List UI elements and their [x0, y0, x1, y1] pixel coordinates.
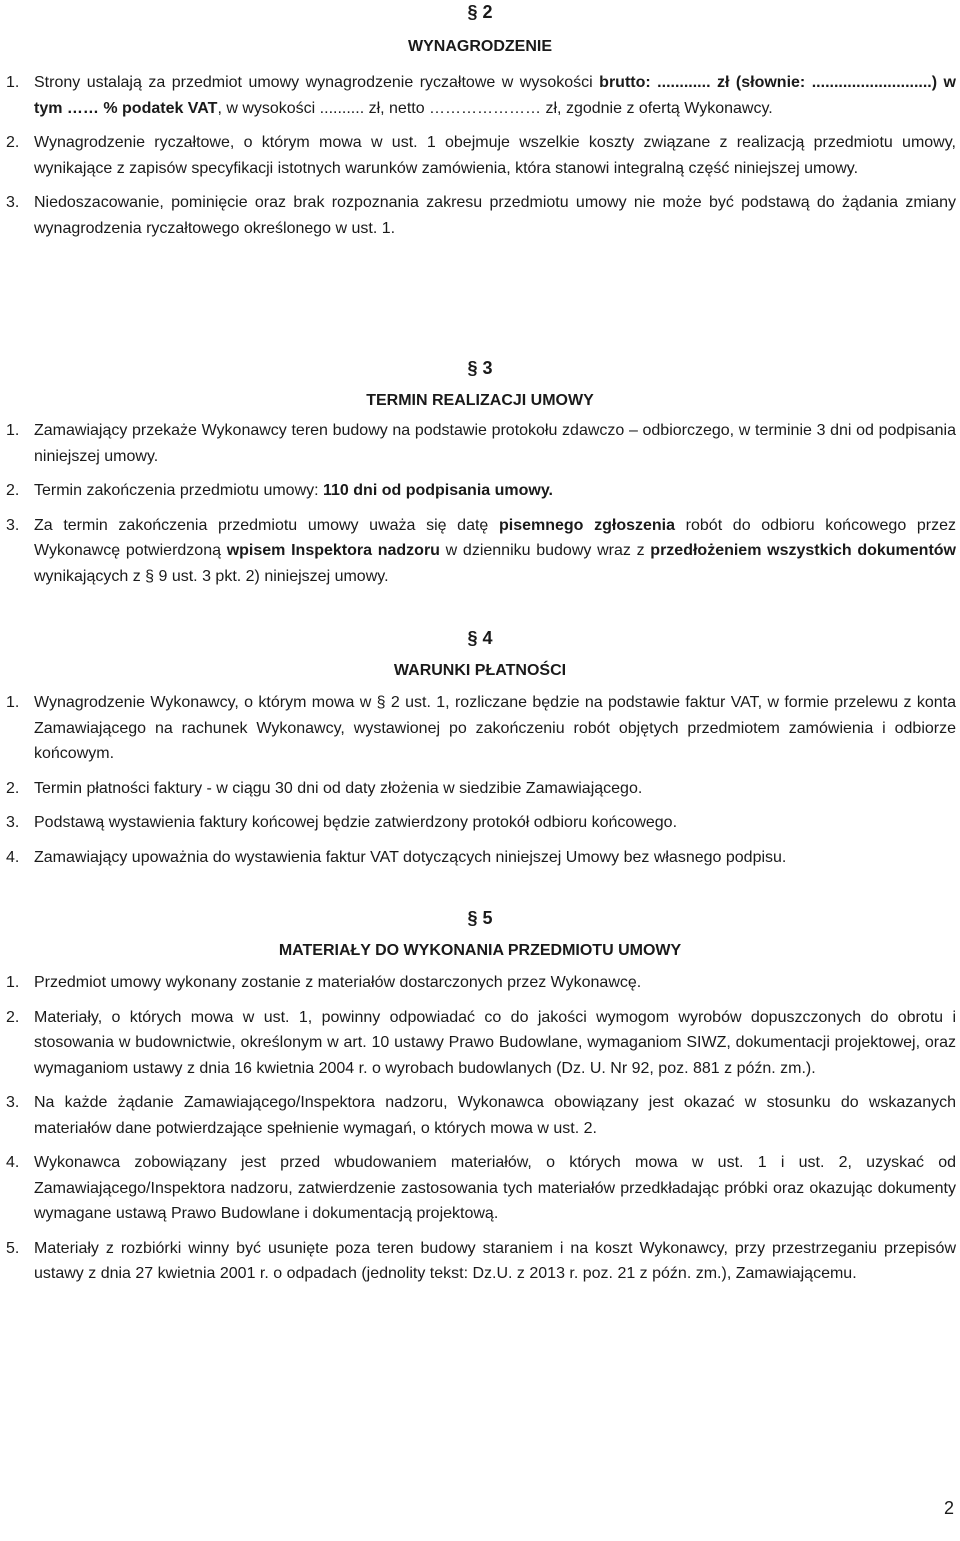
- item-text: Wykonawca zobowiązany jest przed wbudowaniem materiałów, o których mowa w ust. 1 i ust. 2, uzyskać od Zamawiającego/Inspektora nadzoru, zatwierdzenie zastosowania tych materiałów przedkładając próbki oraz okazując dokumenty wymagane ustawą Prawo Budowlane i dokumentacją projektową.: [34, 1154, 956, 1222]
- list-item: [0, 418, 960, 469]
- list-item: [0, 513, 960, 590]
- list-item: [0, 70, 960, 121]
- item-text: Zamawiający upoważnia do wystawienia faktur VAT dotyczących niniejszej Umowy bez własnego podpisu.: [34, 848, 787, 866]
- list-item: [0, 690, 960, 767]
- section-title: MATERIAŁY DO WYKONANIA PRZEDMIOTU UMOWY: [278, 942, 682, 959]
- item-number: 4.: [6, 1154, 20, 1171]
- item-number: 2.: [6, 482, 20, 499]
- item-number: 2.: [6, 134, 20, 151]
- item-text: Materiały, o których mowa w ust. 1, powinny odpowiadać co do jakości wymogom wyrobów dopuszczonych do obrotu i stosowania w budownictwie, określonym w art. 10 ustawy Prawo Budowlane, wymaganiom SIWZ, dokumentacji projektowej, oraz wymaganiom ustawy z dnia 16 kwietnia 2004 r. o wyrobach budowlanych (Dz. U. Nr 92, poz. 881 z późn. zm.).: [34, 1008, 956, 1077]
- item-text-bold: 110 dni od podpisania umowy.: [323, 482, 553, 499]
- section-4: [0, 626, 960, 870]
- list-item: [0, 190, 960, 241]
- item-number: 3.: [6, 194, 20, 211]
- item-number: 1.: [6, 694, 20, 711]
- item-text: Za termin zakończenia przedmiotu umowy uważa się datę: [34, 516, 499, 534]
- item-number: 1.: [6, 974, 20, 991]
- item-text-bold: pisemnego zgłoszenia: [498, 516, 676, 534]
- item-text: Strony ustalają za przedmiot umowy wynagrodzenie ryczałtowe w wysokości: [34, 74, 600, 91]
- item-text: Zamawiający przekaże Wykonawcy teren budowy na podstawie protokołu zdawczo – odbiorczego, w terminie 3 dni od podpisania niniejszej umowy.: [34, 422, 956, 465]
- list-item: [0, 810, 960, 836]
- item-number: 3.: [6, 1094, 20, 1111]
- item-text: Termin płatności faktury - w ciągu 30 dni od daty złożenia w siedzibie Zamawiającego.: [34, 779, 643, 797]
- item-text: Wynagrodzenie Wykonawcy, o którym mowa w § 2 ust. 1, rozliczane będzie na podstawie faktur VAT, w formie przelewu z konta Zamawiającego na rachunek Wykonawcy, wystawionej po zakończeniu robót objętych przedmiotem zamówienia i odbiorze końcowym.: [34, 694, 956, 762]
- list-item: [0, 1090, 960, 1141]
- item-number: 3.: [6, 516, 20, 534]
- section-number: § 5: [467, 908, 493, 928]
- item-text: Materiały z rozbiórki winny być usunięte poza teren budowy staraniem i na koszt Wykonawcy, przy przestrzeganiu przepisów ustawy z dnia 27 kwietnia 2001 r. o odpadach (jednolity tekst: Dz.U. z 2013 r. poz. 21 z późn. zm.), Zamawiającemu.: [34, 1239, 956, 1282]
- section-title: TERMIN REALIZACJI UMOWY: [366, 392, 594, 409]
- section-items: [0, 70, 960, 241]
- item-text-bold: wpisem Inspektora nadzoru: [226, 542, 440, 559]
- item-number: 2.: [6, 1008, 20, 1026]
- list-item: [0, 845, 960, 871]
- list-item: [0, 1150, 960, 1227]
- list-item: [0, 130, 960, 181]
- item-text-bold: przedłożeniem wszystkich dokumentów: [650, 542, 956, 559]
- list-item: [0, 970, 960, 996]
- section-items: [0, 418, 960, 589]
- section-items: [0, 970, 960, 1287]
- item-text: Niedoszacowanie, pominięcie oraz brak rozpoznania zakresu przedmiotu umowy nie może być podstawą do żądania zmiany wynagrodzenia ryczałtowego określonego w ust. 1.: [34, 194, 956, 237]
- list-item: [0, 1236, 960, 1287]
- section-3: [0, 356, 960, 589]
- section-title: WYNAGRODZENIE: [408, 38, 552, 55]
- item-number: 1.: [6, 74, 20, 91]
- item-text: w dzienniku budowy wraz z: [439, 542, 651, 559]
- section-items: [0, 690, 960, 870]
- item-text: Na każde żądanie Zamawiającego/Inspektora nadzoru, Wykonawca obowiązany jest okazać w stosunku do wskazanych materiałów dane potwierdzające spełnienie wymagań, o których mowa w ust. 2.: [34, 1094, 956, 1137]
- item-text: , w wysokości .......... zł, netto ………………… zł, zgodnie z ofertą Wykonawcy.: [217, 99, 773, 117]
- item-text: Przedmiot umowy wykonany zostanie z materiałów dostarczonych przez Wykonawcę.: [34, 974, 642, 991]
- item-text: robót do odbioru końcowego przez Wykonawcę potwierdzoną: [34, 516, 957, 559]
- list-item: [0, 1005, 960, 1082]
- item-text: Wynagrodzenie ryczałtowe, o którym mowa w ust. 1 obejmuje wszelkie koszty związane z realizacją przedmiotu umowy, wynikające z zapisów specyfikacji istotnych warunków zamówienia, która stanowi integralną część niniejszej umowy.: [34, 134, 956, 177]
- section-2: [0, 0, 960, 241]
- item-text: wynikających z § 9 ust. 3 pkt. 2) niniejszej umowy.: [34, 567, 389, 585]
- item-text: Podstawą wystawienia faktury końcowej będzie zatwierdzony protokół odbioru końcowego.: [34, 814, 678, 831]
- item-text-bold: brutto: ............ zł (słownie: ...........................) w tym …… % podatek VAT: [34, 74, 957, 117]
- list-item: [0, 478, 960, 504]
- item-number: 2.: [6, 779, 20, 797]
- item-number: 4.: [6, 848, 20, 866]
- section-number: § 2: [467, 2, 493, 22]
- page-number: 2: [943, 1498, 954, 1518]
- item-number: 1.: [6, 422, 20, 439]
- item-number: 5.: [6, 1239, 20, 1257]
- section-number: § 4: [467, 628, 493, 648]
- section-title: WARUNKI PŁATNOŚCI: [393, 662, 567, 679]
- item-text: Termin zakończenia przedmiotu umowy:: [34, 482, 324, 499]
- item-number: 3.: [6, 814, 20, 831]
- section-5: [0, 906, 960, 1287]
- section-number: § 3: [467, 358, 493, 378]
- list-item: [0, 776, 960, 802]
